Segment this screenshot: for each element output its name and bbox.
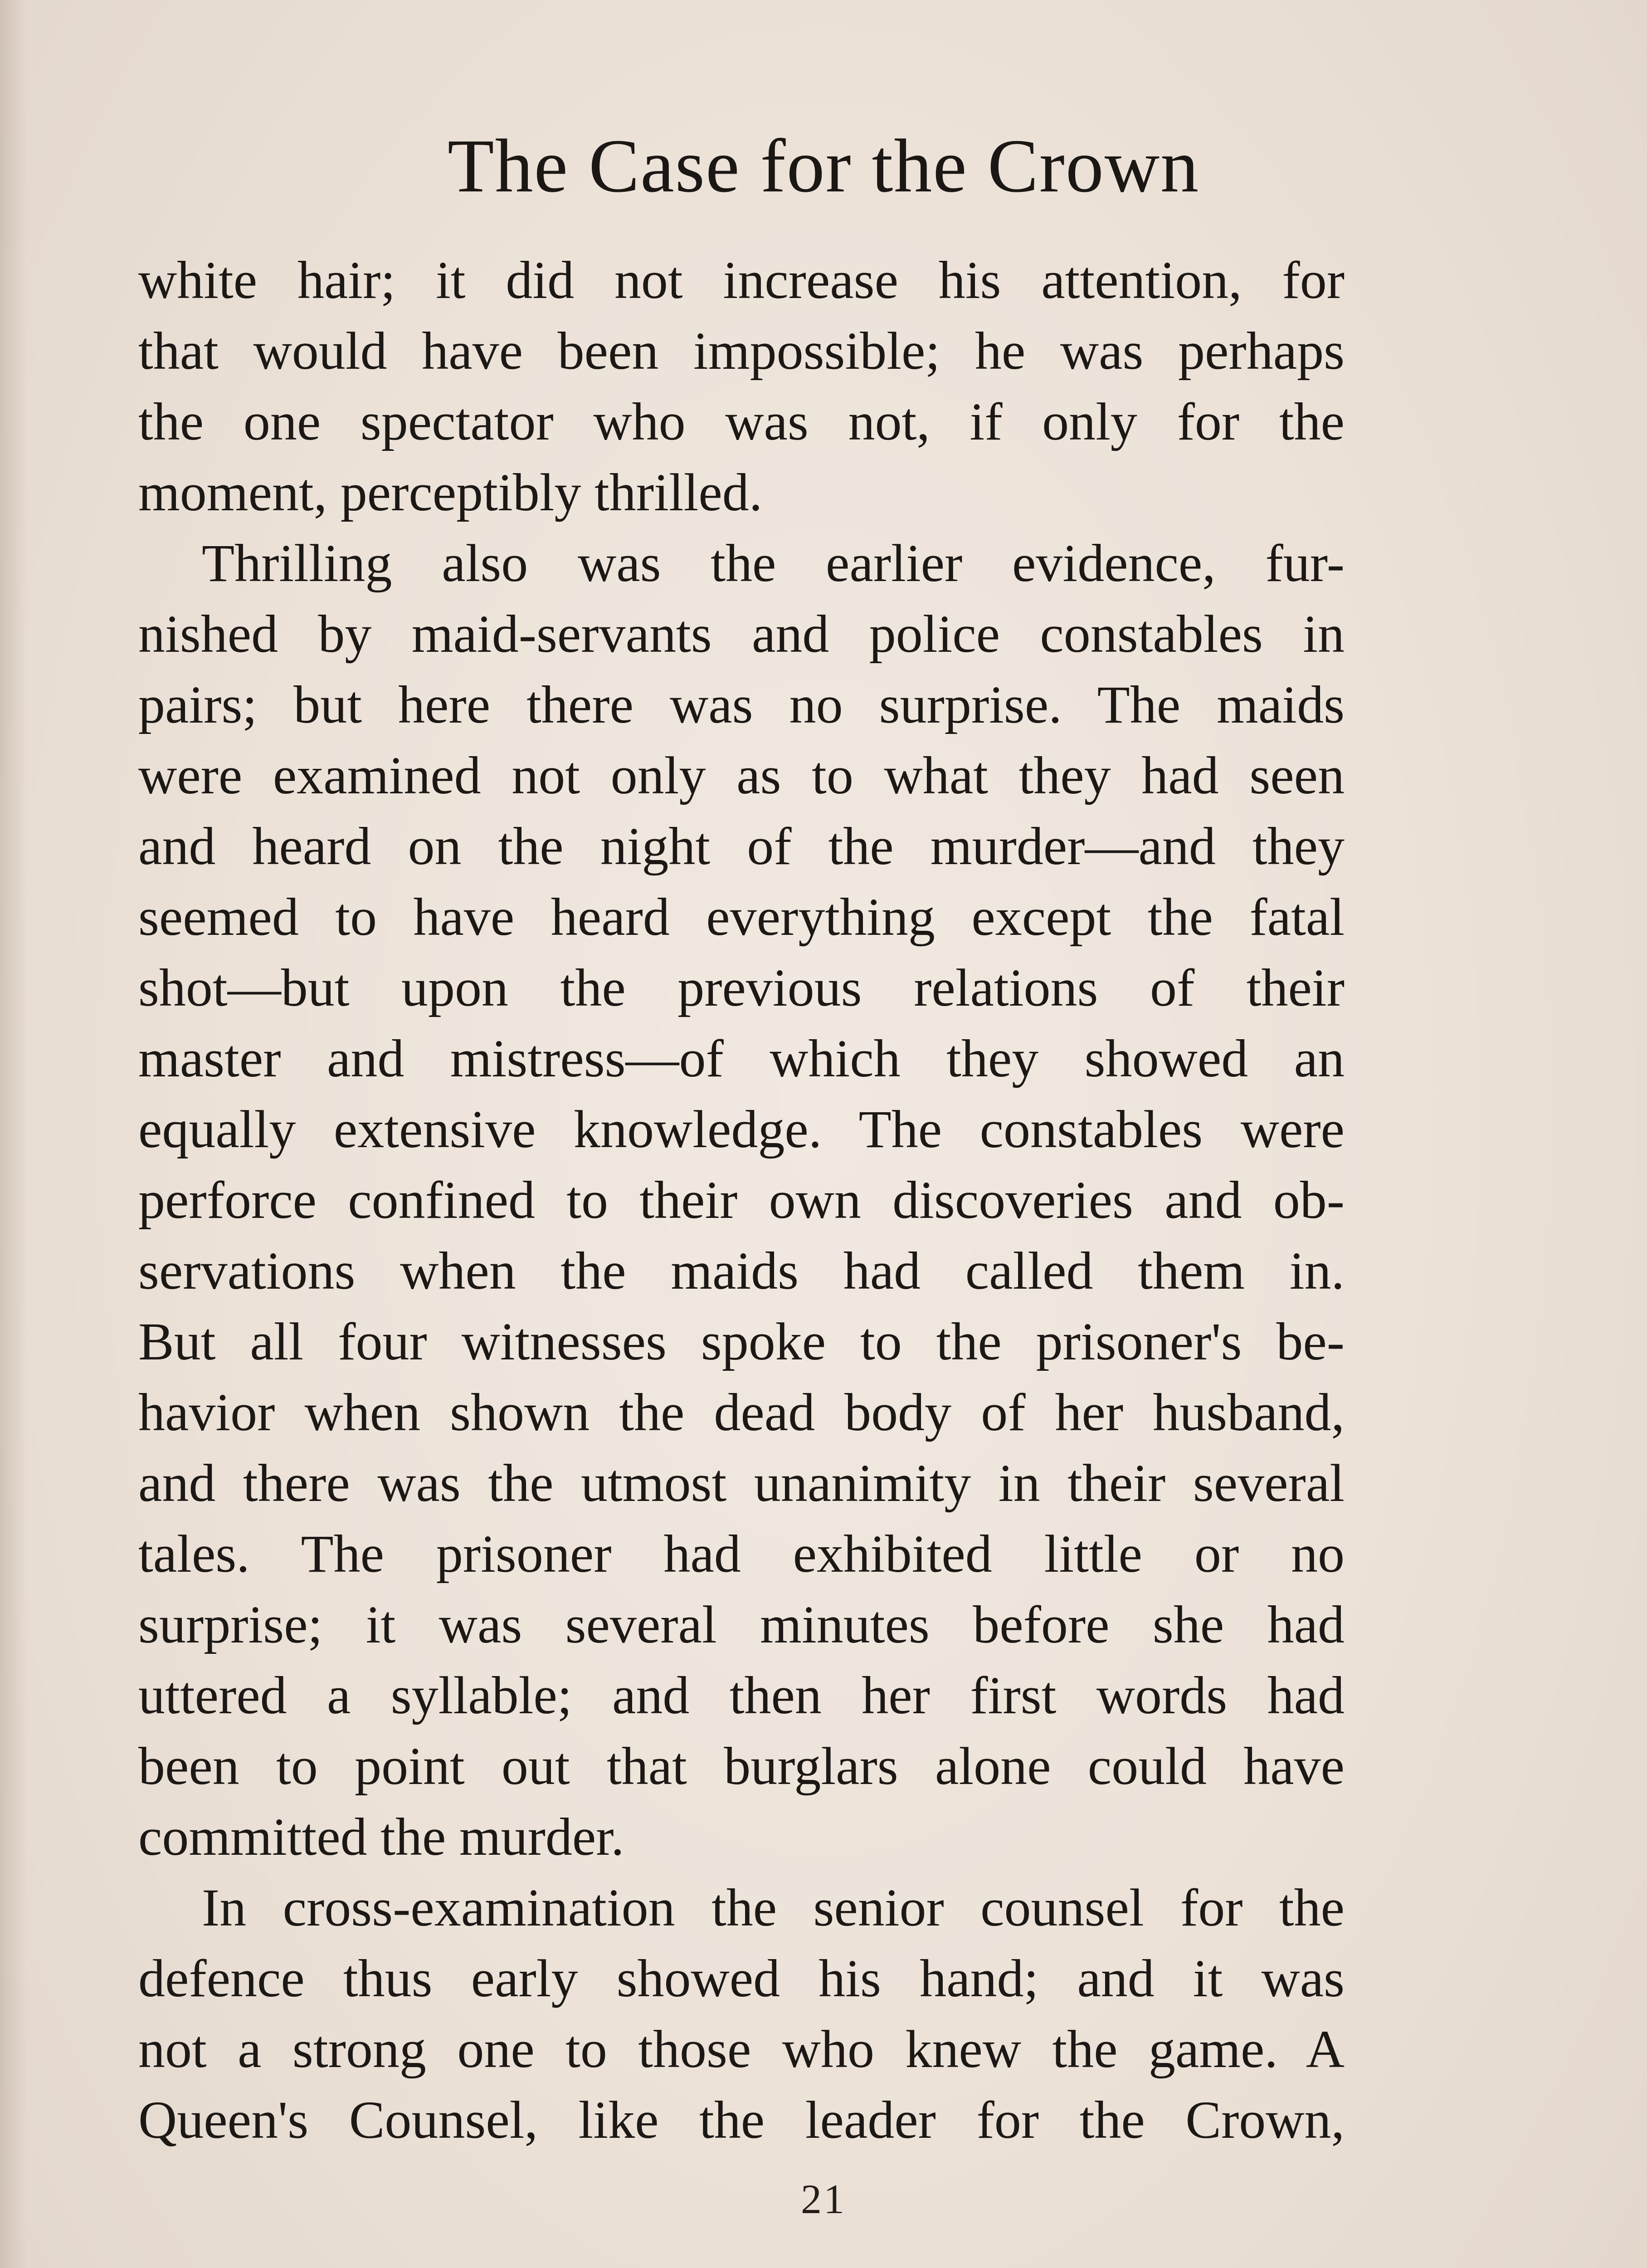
text-line: and there was the utmost unanimity in their several <box>138 1453 1345 1513</box>
text-line: tales. The prisoner had exhibited little or no <box>138 1524 1345 1584</box>
text-line: surprise; it was several minutes before she had <box>138 1595 1345 1654</box>
running-head: The Case for the Crown <box>447 124 1200 208</box>
text-line: defence thus early showed his hand; and it was <box>138 1949 1345 2008</box>
text-line: servations when the maids had called them in. <box>138 1241 1345 1300</box>
page-gutter-shadow <box>0 0 27 2268</box>
text-line: shot—but upon the previous relations of their <box>138 958 1345 1017</box>
text-line: But all four witnesses spoke to the prisoner's be- <box>138 1312 1345 1371</box>
text-line: been to point out that burglars alone could have <box>138 1736 1345 1796</box>
text-line: the one spectator who was not, if only for the <box>138 392 1345 451</box>
text-line: Thrilling also was the earlier evidence, fur- <box>202 533 1345 593</box>
text-line: were examined not only as to what they had seen <box>138 746 1345 805</box>
text-line: pairs; but here there was no surprise. The maids <box>138 675 1345 734</box>
paragraph <box>138 1872 1345 2156</box>
text-line: Queen's Counsel, like the leader for the Crown, <box>138 2090 1345 2150</box>
text-line: seemed to have heard everything except the fatal <box>138 887 1345 947</box>
page-number: 21 <box>801 2176 846 2222</box>
body-text <box>138 245 1345 2156</box>
text-line: committed the murder. <box>138 1807 624 1867</box>
text-line: havior when shown the dead body of her husband, <box>138 1383 1345 1442</box>
text-line: master and mistress—of which they showed an <box>138 1029 1345 1088</box>
text-line: moment, perceptibly thrilled. <box>138 463 763 522</box>
text-line: equally extensive knowledge. The constables were <box>138 1100 1345 1159</box>
text-line: perforce confined to their own discoveries and ob- <box>138 1170 1345 1230</box>
text-line: white hair; it did not increase his attention, for <box>138 250 1345 310</box>
paragraph <box>138 528 1345 1872</box>
text-line: In cross-examination the senior counsel for the <box>202 1878 1345 1937</box>
text-line: and heard on the night of the murder—and they <box>138 816 1345 876</box>
text-line: that would have been impossible; he was perhaps <box>138 321 1345 381</box>
paragraph <box>138 245 1345 528</box>
text-line: uttered a syllable; and then her first words had <box>138 1666 1345 1725</box>
text-line: not a strong one to those who knew the game. A <box>138 2019 1345 2079</box>
text-line: nished by maid-servants and police constables in <box>138 604 1345 664</box>
